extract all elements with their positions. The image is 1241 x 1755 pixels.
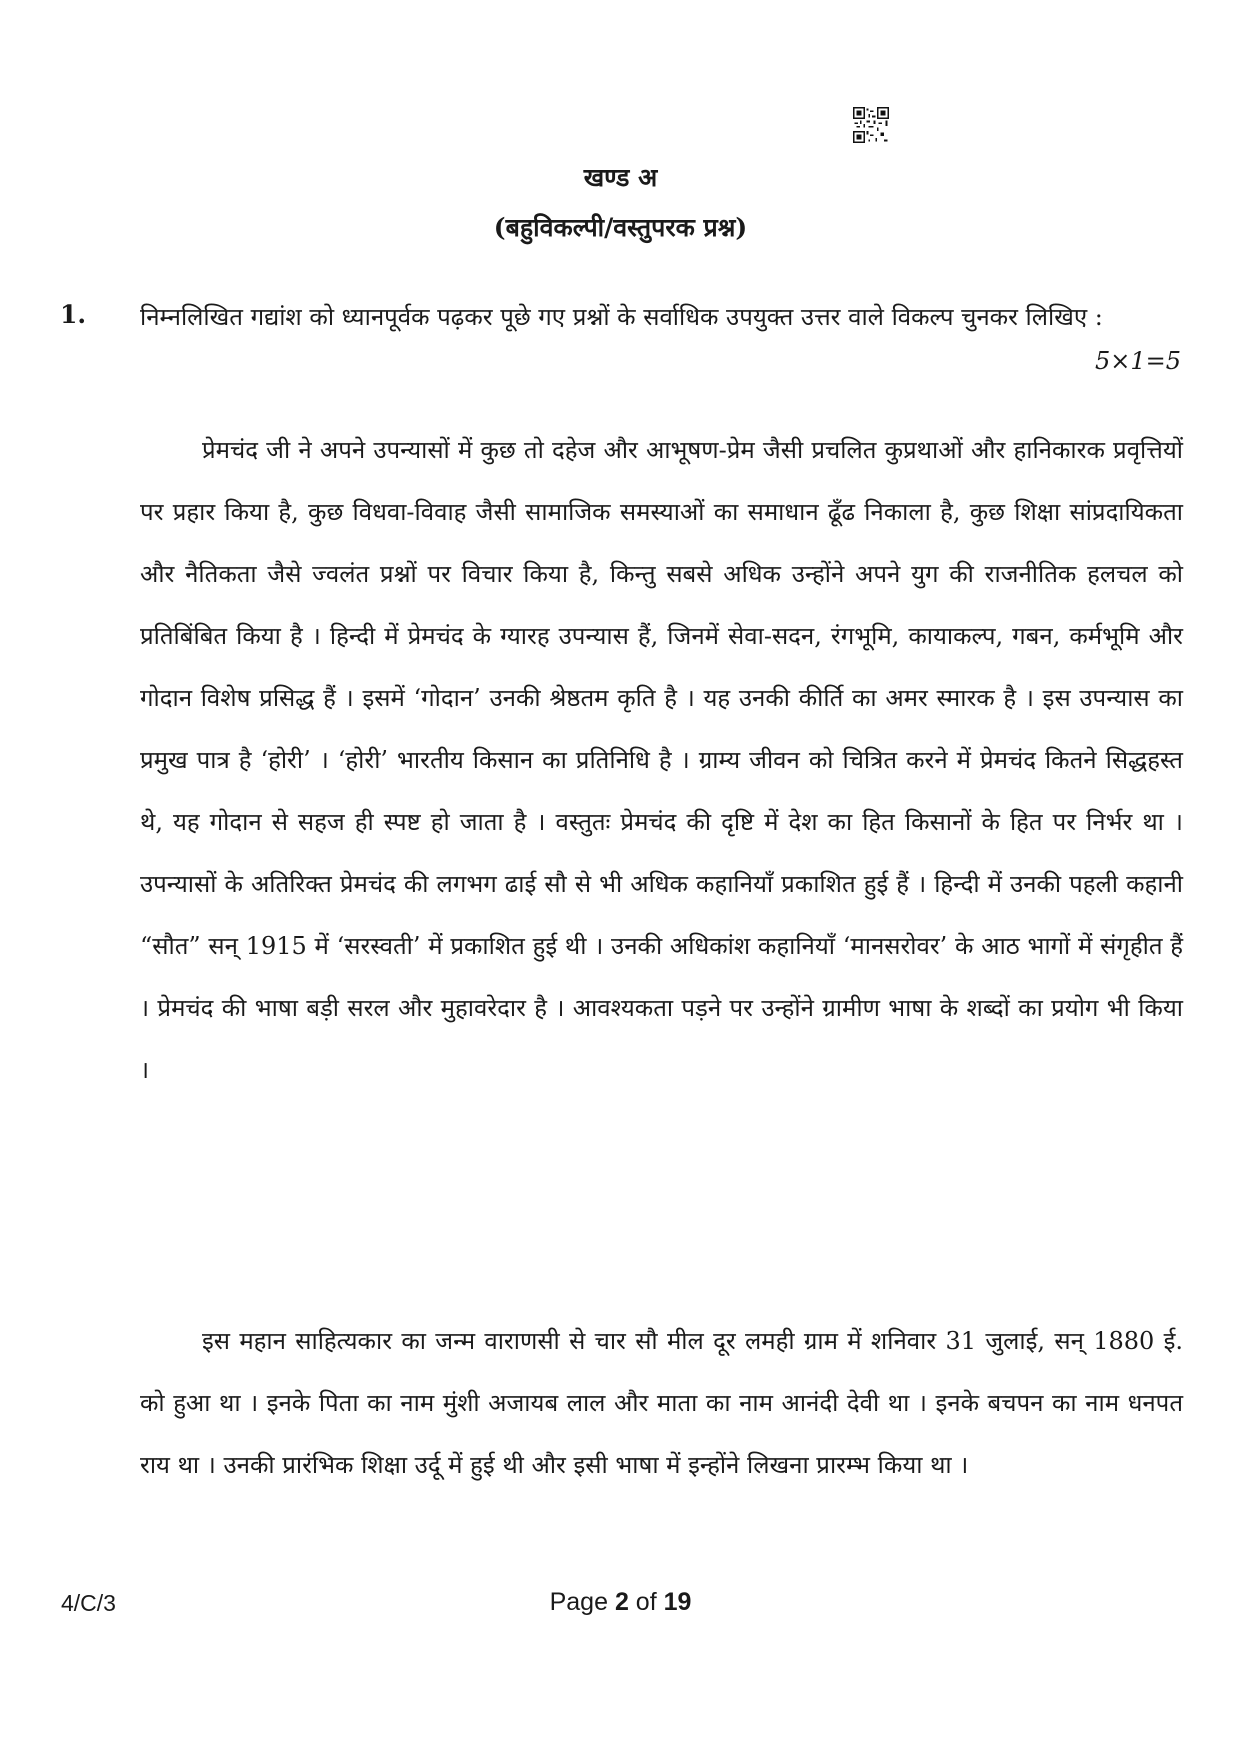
paper-code: 4/C/3 xyxy=(61,1590,116,1616)
question-marks: 5×1=5 xyxy=(1094,347,1181,375)
question-number: 1. xyxy=(60,300,87,329)
page-current: 2 xyxy=(614,1588,629,1616)
question-text: निम्नलिखित गद्यांश को ध्यानपूर्वक पढ़कर पूछे गए प्रश्नों के सर्वाधिक उपयुक्त उत्तर वाले विकल्प चुनकर लिखिए : xyxy=(140,303,1103,331)
page-prefix: Page xyxy=(549,1588,615,1616)
passage-paragraph-2: इस महान साहित्यकार का जन्म वाराणसी से चार सौ मील दूर लमही ग्राम में शनिवार 31 जुलाई, सन् 1880 ई. को हुआ था । इनके पिता का नाम मुंशी अजायब लाल और माता का नाम आनंदी देवी था । इनके बचपन का नाम धनपत राय था । उनकी प्रारंभिक शिक्षा उर्दू में हुई थी और इसी भाषा में इन्होंने लिखना प्रारम्भ किया था । xyxy=(140,1327,1183,1479)
page-of: of xyxy=(628,1588,664,1616)
section-title: खण्ड अ xyxy=(583,163,658,192)
page-indicator xyxy=(0,1588,1241,1617)
page-total: 19 xyxy=(663,1588,692,1616)
section-subtitle: (बहुविकल्पी/वस्तुपरक प्रश्न) xyxy=(493,213,748,242)
passage-paragraph-1: प्रेमचंद जी ने अपने उपन्यासों में कुछ तो दहेज और आभूषण-प्रेम जैसी प्रचलित कुप्रथाओं और हानिकारक प्रवृत्तियों पर प्रहार किया है, कुछ विधवा-विवाह जैसी सामाजिक समस्याओं का समाधान ढूँढ निकाला है, कुछ शिक्षा सांप्रदायिकता और नैतिकता जैसे ज्वलंत प्रश्नों पर विचार किया है, किन्तु सबसे अधिक उन्होंने अपने युग की राजनीतिक हलचल को प्रतिबिंबित किया है । हिन्दी में प्रेमचंद के ग्यारह उपन्यास हैं, जिनमें सेवा-सदन, रंगभूमि, कायाकल्प, गबन, कर्मभूमि और गोदान विशेष प्रसिद्ध हैं । इसमें ‘गोदान’ उनकी श्रेष्ठतम कृति है । यह उनकी कीर्ति का अमर स्मारक है । इस उपन्यास का प्रमुख पात्र है ‘होरी’ । ‘होरी’ भारतीय किसान का प्रतिनिधि है । ग्राम्य जीवन को चित्रित करने में प्रेमचंद कितने सिद्धहस्त थे, यह गोदान से सहज ही स्पष्ट हो जाता है । वस्तुतः प्रेमचंद की दृष्टि में देश का हित किसानों के हित पर निर्भर था । उपन्यासों के अतिरिक्त प्रेमचंद की लगभग ढाई सौ से भी अधिक कहानियाँ प्रकाशित हुई हैं । हिन्दी में उनकी पहली कहानी “सौत” सन् 1915 में ‘सरस्वती’ में प्रकाशित हुई थी । उनकी अधिकांश कहानियाँ ‘मानसरोवर’ के आठ भागों में संगृहीत हैं । प्रेमचंद की भाषा बड़ी सरल और मुहावरेदार है । आवश्यकता पड़ने पर उन्होंने ग्रामीण भाषा के शब्दों का प्रयोग भी किया । xyxy=(140,436,1183,1084)
qr-code-icon xyxy=(853,107,889,143)
